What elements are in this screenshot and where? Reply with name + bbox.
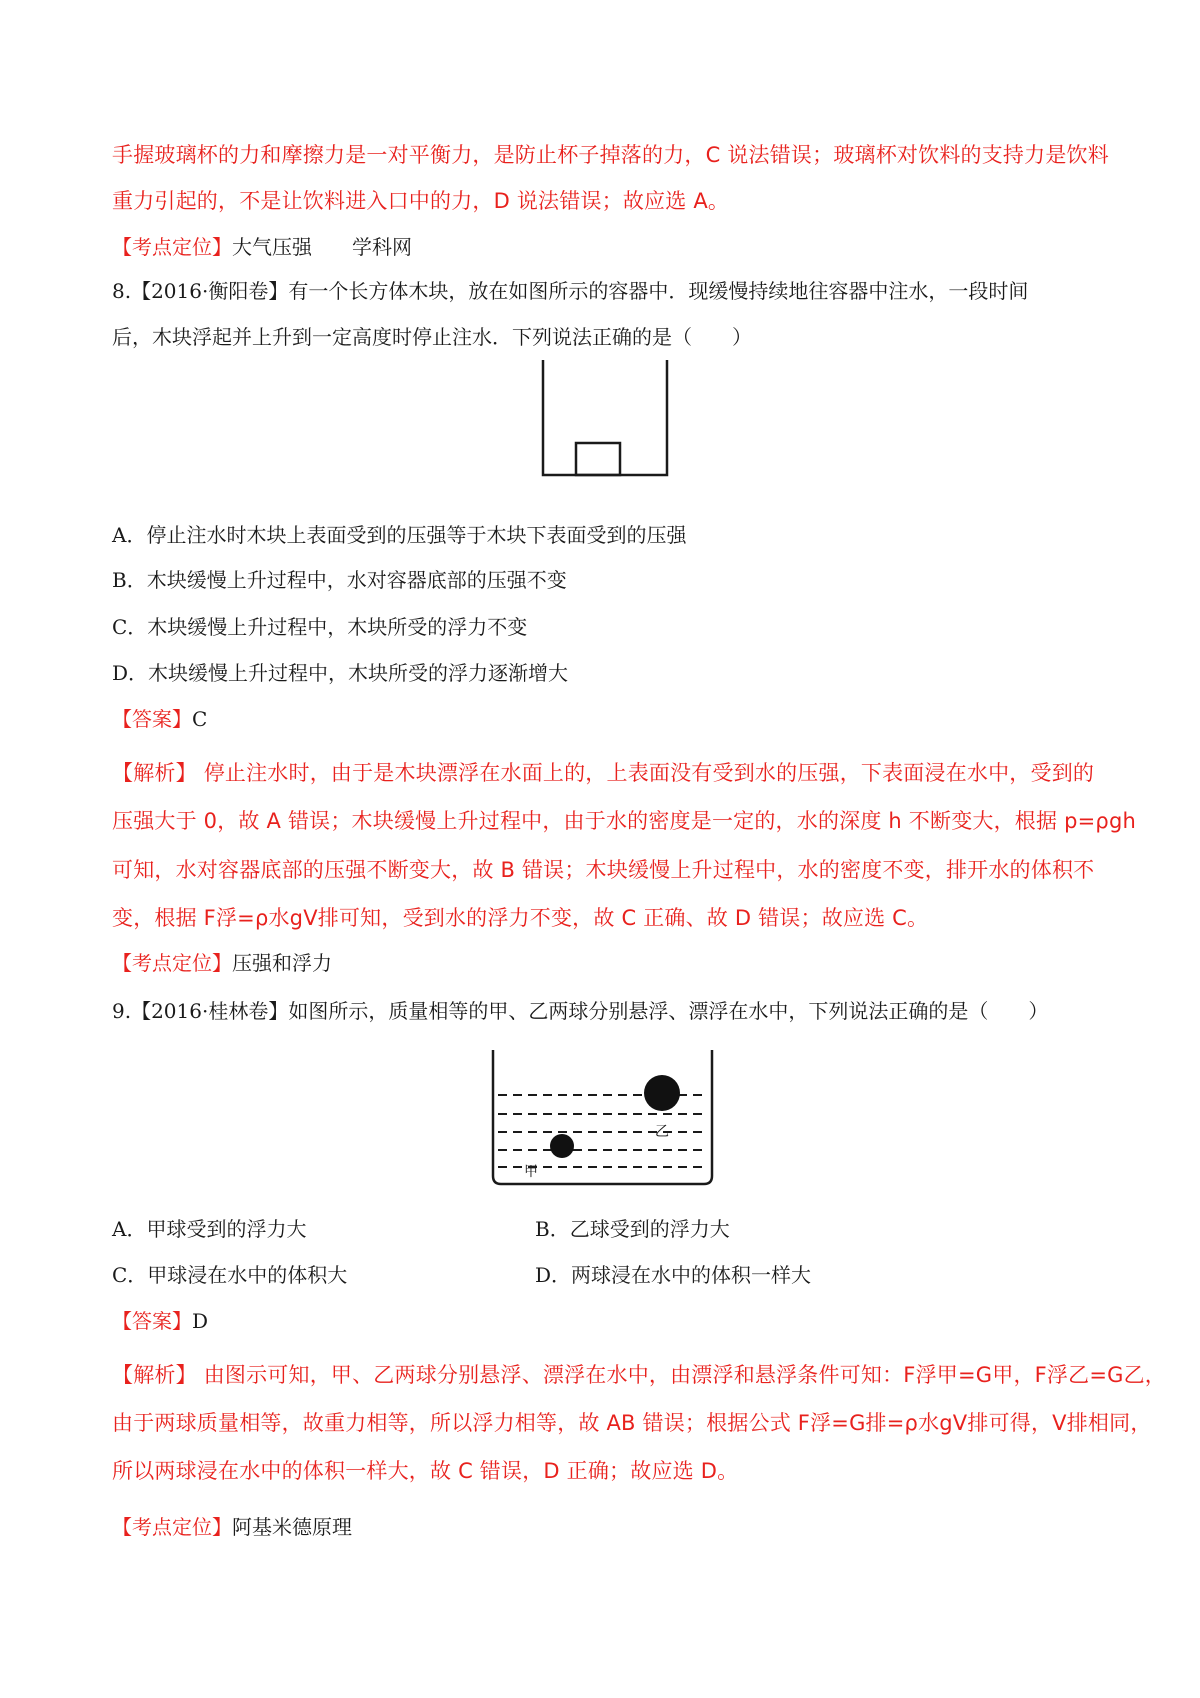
q8-stem-line-1: 8.【2016·衡阳卷】有一个长方体木块，放在如图所示的容器中．现缓慢持续地往容器中注水，一段时间 (112, 279, 1029, 303)
q8-analysis-line-4: 变，根据 F浮=ρ水gV排可知，受到水的浮力不变，故 C 正确、故 D 错误；故应选 C。 (112, 906, 929, 930)
q9-analysis-line-1 (112, 1360, 1166, 1390)
q8-answer-value: C (192, 707, 208, 731)
q8-option-b: B．木块缓慢上升过程中，水对容器底部的压强不变 (112, 568, 567, 592)
q8-analysis-text-1: 停止注水时，由于是木块漂浮在水面上的，上表面没有受到水的压强，下表面浸在水中，受到的 (203, 761, 1095, 785)
q9-label-yi: 乙 (655, 1124, 669, 1140)
q9-option-b: B．乙球受到的浮力大 (535, 1217, 730, 1241)
q8-wood-block (576, 443, 620, 475)
q9-analysis-line-2: 由于两球质量相等，故重力相等，所以浮力相等，故 AB 错误；根据公式 F浮=G排=ρ水gV排可得，V排相同， (112, 1411, 1152, 1435)
q7-watermark-text: 学科网 (352, 235, 412, 259)
q8-analysis-line-2: 压强大于 0，故 A 错误；木块缓慢上升过程中，由于水的密度是一定的，水的深度 h 不断变大，根据 p=ρgh (112, 809, 1136, 833)
q8-answer-label: 【答案】 (112, 707, 192, 731)
q7-point-label: 【考点定位】 (112, 235, 232, 259)
q9-option-c: C．甲球浸在水中的体积大 (112, 1263, 348, 1287)
q8-analysis-line-1 (112, 758, 1102, 788)
q8-analysis-label: 【解析】 (112, 761, 197, 785)
q9-answer-row (112, 1306, 1102, 1336)
q9-analysis-line-3: 所以两球浸在水中的体积一样大，故 C 错误，D 正确；故应选 D。 (112, 1459, 739, 1483)
q8-point-text: 压强和浮力 (232, 951, 332, 975)
q8-option-a: A．停止注水时木块上表面受到的压强等于木块下表面受到的压强 (112, 523, 687, 547)
q9-option-a: A．甲球受到的浮力大 (112, 1217, 307, 1241)
q7-analysis-line-1: 手握玻璃杯的力和摩擦力是一对平衡力，是防止杯子掉落的力，C 说法错误；玻璃杯对饮料的支持力是饮料 (112, 143, 1109, 167)
q8-container-figure (540, 360, 670, 478)
q9-options-row-2 (112, 1260, 1102, 1290)
q7-point-text: 大气压强 (232, 235, 312, 259)
q9-option-d: D．两球浸在水中的体积一样大 (535, 1263, 812, 1287)
q9-options-row-1 (112, 1214, 1102, 1244)
q9-label-jia: 甲 (524, 1164, 538, 1180)
q8-point-label: 【考点定位】 (112, 951, 232, 975)
q8-container-outline (543, 360, 667, 475)
q8-option-c: C．木块缓慢上升过程中，木块所受的浮力不变 (112, 615, 528, 639)
q9-answer-label: 【答案】 (112, 1309, 192, 1333)
q8-answer-row (112, 704, 1102, 734)
q9-water-lines (498, 1095, 708, 1167)
q8-point-row (112, 948, 1102, 978)
q9-point-row (112, 1512, 1102, 1542)
q9-ball-yi (644, 1075, 680, 1111)
q8-analysis-line-3: 可知，水对容器底部的压强不断变大，故 B 错误；木块缓慢上升过程中，水的密度不变，排开水的体积不 (112, 858, 1095, 882)
q9-point-text: 阿基米德原理 (232, 1515, 352, 1539)
q9-analysis-text-1: 由图示可知，甲、乙两球分别悬浮、漂浮在水中，由漂浮和悬浮条件可知：F浮甲=G甲，F浮乙=G乙， (203, 1363, 1166, 1387)
q8-option-d: D．木块缓慢上升过程中，木块所受的浮力逐渐增大 (112, 661, 569, 685)
q9-ball-jia (550, 1134, 574, 1158)
q9-stem: 9.【2016·桂林卷】如图所示，质量相等的甲、乙两球分别悬浮、漂浮在水中，下列说法正确的是（ ） (112, 999, 1049, 1023)
q8-stem-line-2: 后，木块浮起并上升到一定高度时停止注水．下列说法正确的是（ ） (112, 325, 752, 349)
q9-answer-value: D (192, 1309, 209, 1333)
q9-point-label: 【考点定位】 (112, 1515, 232, 1539)
q9-analysis-label: 【解析】 (112, 1363, 197, 1387)
q7-analysis-line-2: 重力引起的，不是让饮料进入口中的力，D 说法错误；故应选 A。 (112, 189, 730, 213)
q7-point-row (112, 232, 1102, 262)
q9-beaker-figure (490, 1048, 715, 1188)
